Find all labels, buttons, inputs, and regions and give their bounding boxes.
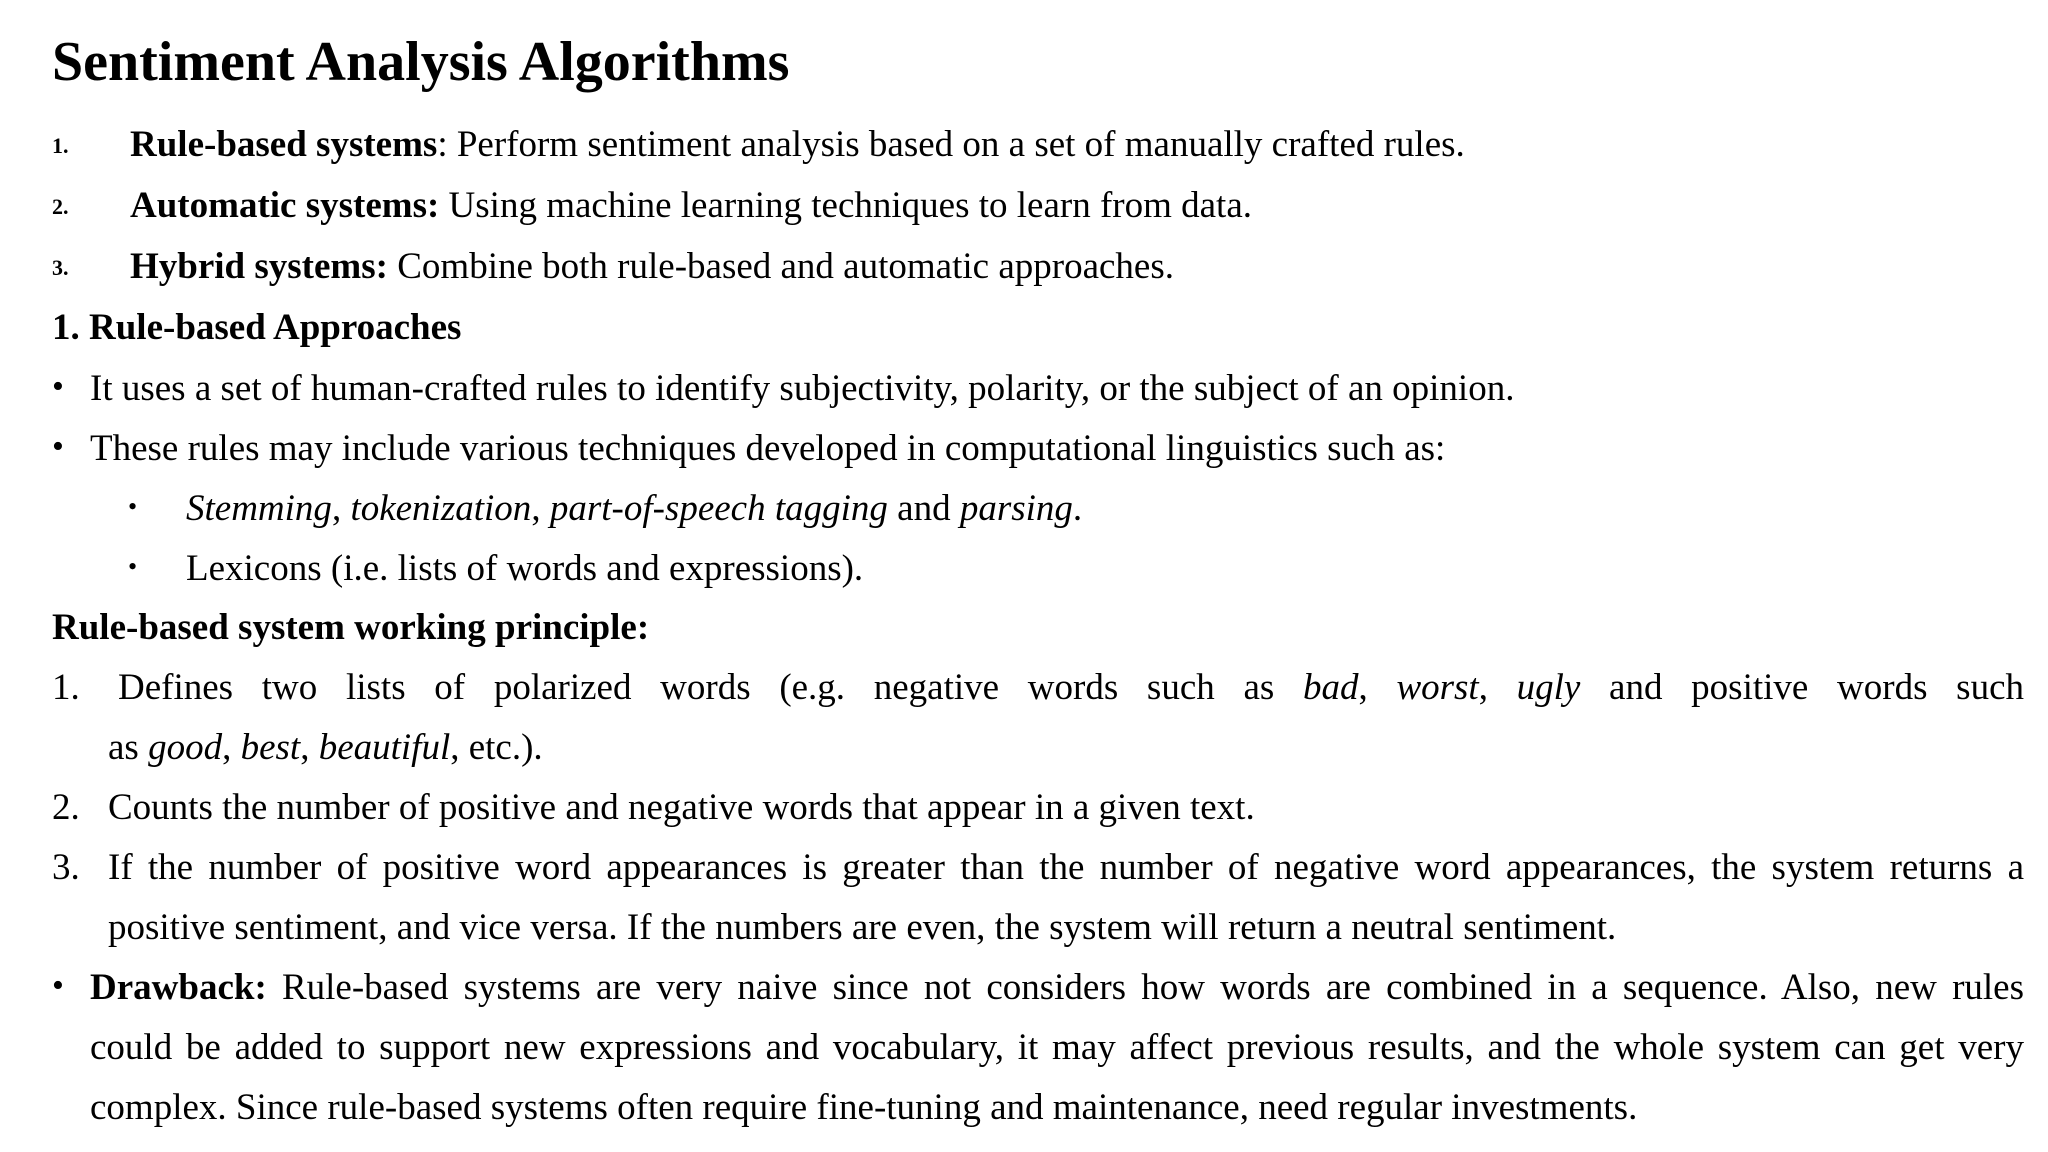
text: Defines two lists of polarized words (e.g. negative words such as [118, 667, 1303, 708]
system-term: Rule-based systems [130, 124, 438, 165]
term-tokenization: tokenization [350, 488, 532, 529]
word-ugly: ugly [1516, 667, 1581, 708]
system-desc: Combine both rule-based and automatic approaches. [387, 246, 1174, 287]
step-number: 3. [52, 847, 80, 888]
list-number: 3. [52, 255, 69, 280]
principle-heading: Rule-based system working principle: [52, 607, 650, 648]
text: as [108, 727, 149, 768]
bullet-item: These rules may include various techniques developed in computational linguistics such as: [90, 428, 1446, 469]
step-number: 2. [52, 787, 80, 828]
bullet-icon: • [52, 967, 64, 1004]
word-bad: bad [1302, 667, 1359, 708]
step-3-line-2: positive sentiment, and vice versa. If the numbers are even, the system will return a neutral sentiment. [108, 907, 1617, 948]
sub-bullet-item [186, 487, 1082, 531]
step-number: 1. [52, 667, 80, 708]
list-number: 1. [52, 133, 69, 158]
section-heading: 1. Rule-based Approaches [52, 307, 462, 348]
system-term: Hybrid systems: [130, 246, 388, 287]
bullet-icon: • [52, 428, 64, 465]
period: . [1072, 488, 1083, 529]
separator: , [300, 727, 319, 768]
text: , etc.). [450, 727, 543, 768]
list-item [130, 184, 1252, 228]
conjunction: and [887, 488, 960, 529]
step-1-line-1 [118, 666, 2024, 710]
separator: , [222, 727, 241, 768]
separator: , [531, 488, 550, 529]
drawback-label: Drawback: [90, 967, 267, 1008]
term-parsing: parsing [959, 488, 1073, 529]
word-worst: worst [1396, 667, 1479, 708]
term-pos-tagging: part-of-speech tagging [549, 488, 888, 529]
word-good: good [148, 727, 223, 768]
system-colon: : [437, 124, 448, 165]
text: Rule-based systems are very naive since not considers how words are combined in a sequence. Also, new rules [266, 967, 2024, 1008]
term-stemming: Stemming [186, 488, 332, 529]
system-desc: Using machine learning techniques to learn from data. [439, 185, 1252, 226]
bullet-item: It uses a set of human-crafted rules to identify subjectivity, polarity, or the subject of an opinion. [90, 368, 1515, 409]
system-term: Automatic systems: [130, 185, 440, 226]
bullet-icon: • [52, 368, 64, 405]
sub-bullet-icon: • [128, 492, 138, 521]
separator: , [331, 488, 351, 529]
word-beautiful: beautiful [318, 727, 451, 768]
step-2-text: Counts the number of positive and negative words that appear in a given text. [108, 787, 1255, 828]
sub-bullet-icon: • [128, 552, 138, 581]
sub-bullet-item: Lexicons (i.e. lists of words and expressions). [186, 548, 864, 589]
step-1-line-2 [108, 726, 543, 770]
list-number: 2. [52, 194, 69, 219]
list-item [130, 245, 1174, 289]
system-desc: Perform sentiment analysis based on a set of manually crafted rules. [447, 124, 1465, 165]
drawback-line-2: could be added to support new expressions and vocabulary, it may affect previous results, and the whole system can get very [90, 1027, 2024, 1068]
text: and positive words such [1580, 667, 2025, 708]
separator: , [1478, 667, 1517, 708]
separator: , [1358, 667, 1397, 708]
page-title: Sentiment Analysis Algorithms [52, 31, 790, 93]
drawback-line-3: complex. Since rule-based systems often require fine-tuning and maintenance, need regular investments. [90, 1087, 1638, 1128]
step-3-line-1: If the number of positive word appearances is greater than the number of negative word appearances, the system returns a [108, 847, 2024, 888]
word-best: best [240, 727, 301, 768]
drawback-line-1 [90, 966, 2024, 1010]
list-item [130, 123, 1465, 167]
